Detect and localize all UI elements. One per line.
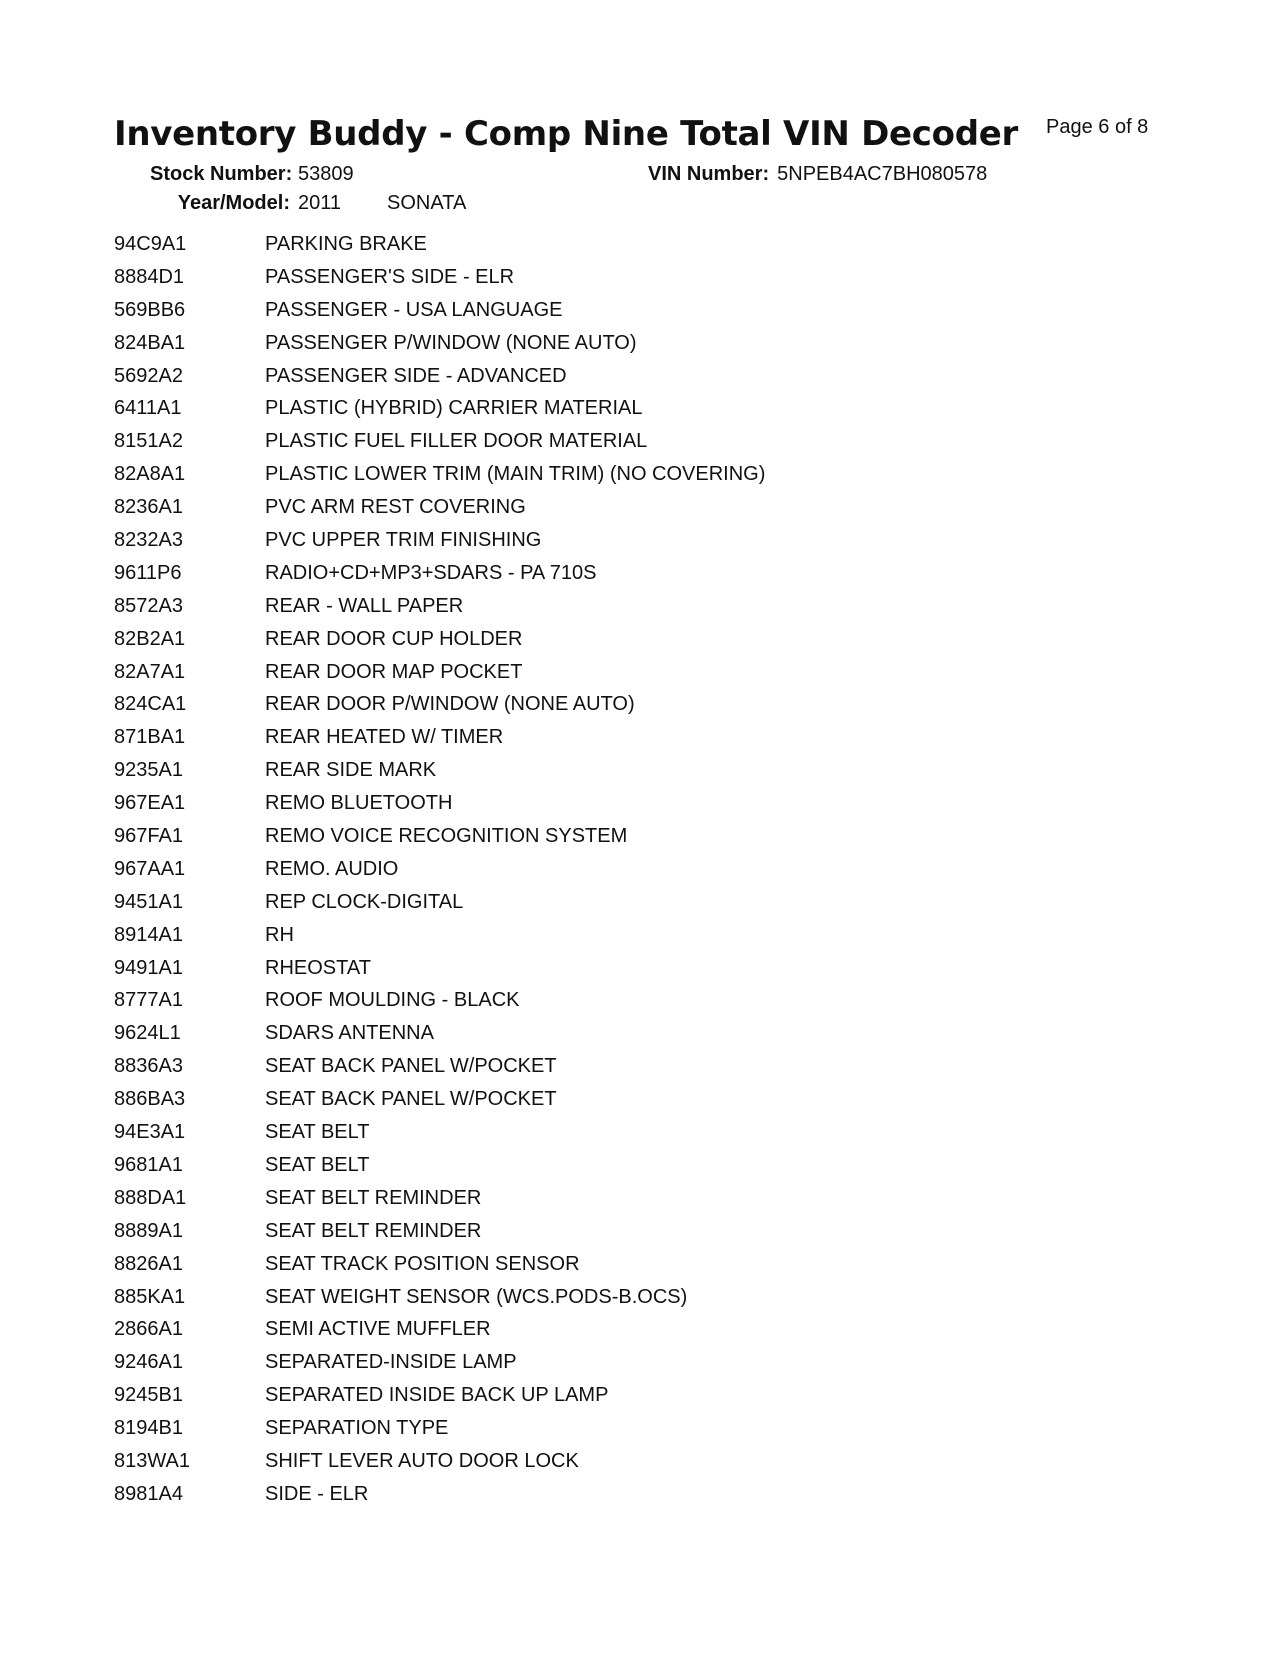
option-description: PARKING BRAKE: [265, 233, 427, 255]
option-description: REMO. AUDIO: [265, 857, 399, 880]
option-code: 82A7A1: [114, 660, 186, 683]
option-description: SEAT BACK PANEL W/POCKET: [265, 1055, 557, 1078]
option-description: SEAT BACK PANEL W/POCKET: [265, 1088, 557, 1111]
list-item: [114, 623, 1174, 656]
option-code: 6411A1: [114, 397, 182, 420]
option-code: 871BA1: [114, 726, 186, 749]
option-code: 824CA1: [114, 693, 187, 716]
option-code: 9681A1: [114, 1153, 183, 1176]
list-item: [114, 1182, 1174, 1215]
list-item: [114, 919, 1174, 952]
list-item: [114, 261, 1174, 294]
list-item: [114, 1313, 1174, 1346]
option-code: 94C9A1: [114, 233, 187, 255]
option-description: PLASTIC FUEL FILLER DOOR MATERIAL: [265, 430, 648, 453]
list-item: [114, 853, 1174, 886]
option-code: 8777A1: [114, 989, 183, 1012]
list-item: [114, 688, 1174, 721]
list-item: [114, 1478, 1174, 1511]
option-code: 9245B1: [114, 1384, 183, 1407]
list-item: [114, 952, 1174, 985]
option-description: ROOF MOULDING - BLACK: [265, 989, 520, 1012]
stock-number-field: [150, 162, 354, 186]
option-description: RH: [265, 923, 294, 946]
option-description: SHIFT LEVER AUTO DOOR LOCK: [265, 1449, 579, 1472]
option-code: 885KA1: [114, 1285, 186, 1308]
option-code: 8826A1: [114, 1252, 183, 1275]
list-item: [114, 458, 1174, 491]
list-item: [114, 984, 1174, 1017]
option-code: 9491A1: [114, 956, 183, 979]
option-code: 8236A1: [114, 496, 183, 519]
option-description: SEAT BELT REMINDER: [265, 1186, 482, 1209]
option-description: SEAT BELT REMINDER: [265, 1219, 482, 1242]
option-description: REAR - WALL PAPER: [265, 594, 464, 617]
stock-number-value: 53809: [298, 163, 354, 185]
option-code: 9451A1: [114, 890, 183, 913]
list-item: [114, 754, 1174, 787]
list-item: [114, 491, 1174, 524]
list-item: [114, 1215, 1174, 1248]
list-item: [114, 886, 1174, 919]
list-item: [114, 557, 1174, 590]
option-code: 9624L1: [114, 1022, 181, 1045]
option-code: 967FA1: [114, 825, 183, 848]
option-code-list: [114, 228, 1174, 1511]
option-description: PVC UPPER TRIM FINISHING: [265, 529, 542, 552]
list-item: [114, 787, 1174, 820]
option-code: 9246A1: [114, 1351, 183, 1374]
list-item: [114, 228, 1174, 261]
option-description: REAR DOOR MAP POCKET: [265, 660, 523, 683]
option-code: 8884D1: [114, 265, 185, 288]
option-code: 82B2A1: [114, 627, 186, 650]
option-code: 967EA1: [114, 792, 186, 815]
option-code: 967AA1: [114, 857, 186, 880]
option-description: REMO BLUETOOTH: [265, 792, 453, 815]
model-value: SONATA: [387, 192, 467, 214]
vin-number-label: VIN Number:: [648, 163, 770, 185]
option-code: 824BA1: [114, 331, 186, 354]
page-number: Page 6 of 8: [1046, 116, 1149, 138]
option-code: 2866A1: [114, 1318, 183, 1341]
option-description: SEPARATION TYPE: [265, 1417, 449, 1440]
option-description: SEMI ACTIVE MUFFLER: [265, 1318, 491, 1341]
option-description: RHEOSTAT: [265, 956, 371, 979]
option-description: REP CLOCK-DIGITAL: [265, 890, 464, 913]
option-code: 9235A1: [114, 759, 183, 782]
list-item: [114, 590, 1174, 623]
option-description: PLASTIC LOWER TRIM (MAIN TRIM) (NO COVERING): [265, 463, 766, 486]
option-description: SEAT BELT: [265, 1121, 370, 1144]
option-code: 94E3A1: [114, 1121, 186, 1144]
option-code: 888DA1: [114, 1186, 187, 1209]
option-code: 8836A3: [114, 1055, 183, 1078]
option-code: 886BA3: [114, 1088, 186, 1111]
option-description: SEAT WEIGHT SENSOR (WCS.PODS-B.OCS): [265, 1285, 688, 1308]
option-description: SEPARATED-INSIDE LAMP: [265, 1351, 517, 1374]
list-item: [114, 721, 1174, 754]
option-description: REAR DOOR CUP HOLDER: [265, 627, 523, 650]
list-item: [114, 524, 1174, 557]
option-description: PASSENGER'S SIDE - ELR: [265, 265, 515, 288]
stock-number-label: Stock Number:: [150, 163, 293, 185]
option-description: SEAT BELT: [265, 1153, 370, 1176]
option-code: 8151A2: [114, 430, 183, 453]
option-code: 8572A3: [114, 594, 183, 617]
option-description: SDARS ANTENNA: [265, 1022, 434, 1045]
option-code: 569BB6: [114, 298, 186, 321]
vin-number-value: 5NPEB4AC7BH080578: [777, 163, 988, 185]
year-model-label: Year/Model:: [177, 192, 290, 214]
option-description: REAR HEATED W/ TIMER: [265, 726, 504, 749]
list-item: [114, 1346, 1174, 1379]
option-description: REMO VOICE RECOGNITION SYSTEM: [265, 825, 628, 848]
list-item: [114, 1248, 1174, 1281]
vin-number-field: [648, 162, 987, 186]
option-description: REAR SIDE MARK: [265, 759, 437, 782]
list-item: [114, 820, 1174, 853]
list-item: [114, 327, 1174, 360]
option-code: 9611P6: [114, 561, 182, 584]
option-code: 8232A3: [114, 529, 183, 552]
list-item: [114, 425, 1174, 458]
option-code: 8889A1: [114, 1219, 183, 1242]
option-description: PVC ARM REST COVERING: [265, 496, 526, 519]
list-item: [114, 656, 1174, 689]
option-description: SEAT TRACK POSITION SENSOR: [265, 1252, 580, 1275]
option-code: 813WA1: [114, 1449, 190, 1472]
year-model-field: [150, 191, 466, 215]
list-item: [114, 1017, 1174, 1050]
list-item: [114, 1281, 1174, 1314]
list-item: [114, 1083, 1174, 1116]
list-item: [114, 1379, 1174, 1412]
option-description: SIDE - ELR: [265, 1482, 369, 1505]
list-item: [114, 1445, 1174, 1478]
option-description: SEPARATED INSIDE BACK UP LAMP: [265, 1384, 609, 1407]
list-item: [114, 1050, 1174, 1083]
year-value: 2011: [298, 192, 342, 214]
list-item: [114, 1412, 1174, 1445]
list-item: [114, 1116, 1174, 1149]
option-code: 8914A1: [114, 923, 183, 946]
option-description: PASSENGER - USA LANGUAGE: [265, 298, 563, 321]
page-title: Inventory Buddy - Comp Nine Total VIN Decoder: [114, 114, 1018, 154]
list-item: [114, 1149, 1174, 1182]
option-description: REAR DOOR P/WINDOW (NONE AUTO): [265, 693, 635, 716]
option-description: PLASTIC (HYBRID) CARRIER MATERIAL: [265, 397, 643, 420]
option-code: 82A8A1: [114, 463, 186, 486]
option-description: PASSENGER P/WINDOW (NONE AUTO): [265, 331, 637, 354]
option-code: 5692A2: [114, 364, 183, 387]
option-code: 8981A4: [114, 1482, 183, 1505]
list-item: [114, 360, 1174, 393]
list-item: [114, 294, 1174, 327]
option-description: PASSENGER SIDE - ADVANCED: [265, 364, 567, 387]
option-code: 8194B1: [114, 1417, 183, 1440]
list-item: [114, 392, 1174, 425]
option-description: RADIO+CD+MP3+SDARS - PA 710S: [265, 561, 597, 584]
